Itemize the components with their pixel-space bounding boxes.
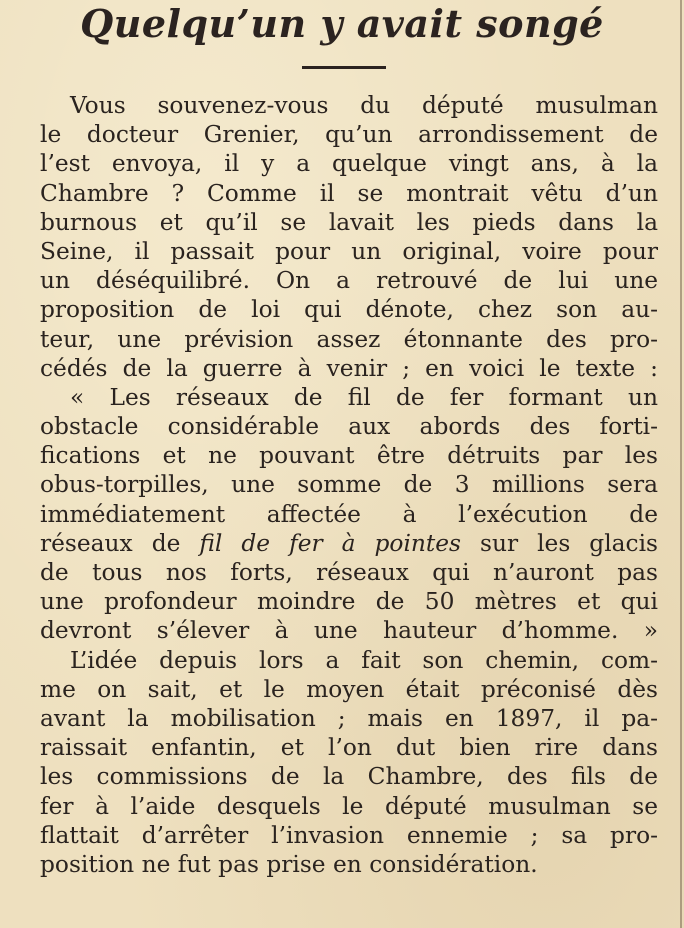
body-line: proposition de loi qui dénote, chez son au- <box>40 296 658 324</box>
title-underline <box>302 66 386 69</box>
body-line: de tous nos forts, réseaux qui n’auront pas <box>40 559 658 586</box>
body-line: « Les réseaux de fil de fer formant un <box>70 383 658 411</box>
body-line: un déséquilibré. On a retrouvé de lui une <box>40 267 658 295</box>
body-line: les commissions de la Chambre, des fils de <box>40 763 658 791</box>
body-line: obstacle considérable aux abords des forti- <box>40 413 658 441</box>
body-line: fer à l’aide desquels le député musulman se <box>40 792 658 820</box>
body-line: Seine, il passait pour un original, voire pour <box>40 237 658 265</box>
article-body <box>40 91 658 879</box>
body-line: cédés de la guerre à venir ; en voici le texte : <box>40 354 658 382</box>
body-line: fications et ne pouvant être détruits par les <box>40 442 658 470</box>
body-line: obus-torpilles, une somme de 3 millions sera <box>40 471 658 499</box>
body-line: le docteur Grenier, qu’un arrondissement de <box>40 121 658 149</box>
body-line: raissait enfantin, et l’on dut bien rire dans <box>40 734 658 762</box>
body-line: immédiatement affectée à l’exécution de <box>40 500 658 528</box>
italic-phrase: fil de fer à pointes <box>199 529 461 557</box>
column-rule <box>680 0 682 928</box>
article-title: Quelqu’un y avait songé <box>80 1 604 46</box>
body-line: avant la mobilisation ; mais en 1897, il pa- <box>40 704 658 732</box>
body-line: Vous souvenez-vous du député musulman <box>70 92 658 119</box>
body-line: l’est envoya, il y a quelque vingt ans, à la <box>40 150 658 178</box>
body-line: L’idée depuis lors a fait son chemin, com- <box>70 646 658 674</box>
body-line: burnous et qu’il se lavait les pieds dans la <box>40 208 658 236</box>
body-line: teur, une prévision assez étonnante des pro- <box>40 325 658 353</box>
body-line: flattait d’arrêter l’invasion ennemie ; sa pro- <box>40 821 658 849</box>
body-line: me on sait, et le moyen était préconisé dès <box>40 675 658 703</box>
body-fragment: réseaux de <box>40 529 200 557</box>
body-fragment: sur les glacis <box>461 529 658 557</box>
body-line: une profondeur moindre de 50 mètres et qui <box>40 588 658 616</box>
body-line: Chambre ? Comme il se montrait vêtu d’un <box>40 179 658 207</box>
body-line: position ne fut pas prise en considération. <box>40 850 538 878</box>
body-line: devront s’élever à une hauteur d’homme. » <box>40 617 658 645</box>
body-line-with-italic <box>40 529 658 558</box>
